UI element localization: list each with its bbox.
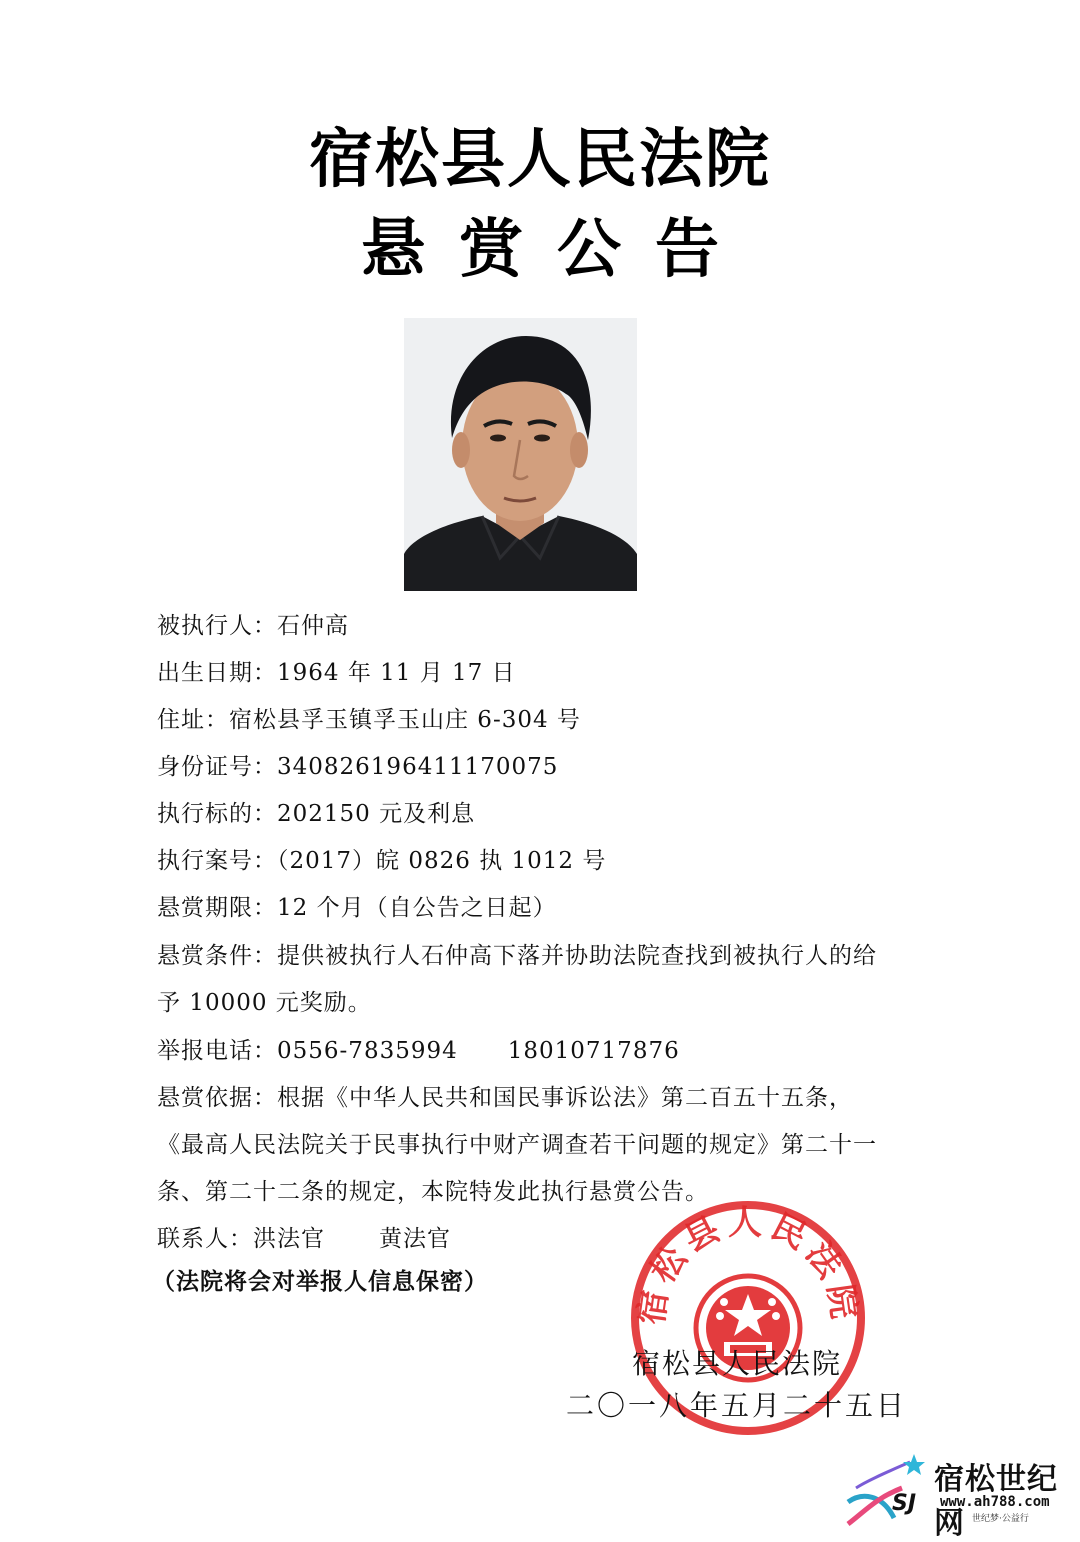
- address-line: [157, 701, 581, 734]
- case-number-line: [157, 842, 606, 875]
- notice-title: 悬赏公告: [361, 213, 753, 287]
- execution-subject-line: [157, 795, 475, 828]
- id-number-label: 身份证号：: [157, 754, 277, 780]
- execution-subject-label: 执行标的：: [157, 801, 277, 827]
- reward-basis-text-3: 条、第二十二条的规定，本院特发此执行悬赏公告。: [157, 1179, 709, 1205]
- report-phone-line: [157, 1032, 680, 1065]
- report-phone-2: 18010717876: [507, 1038, 680, 1064]
- seal-text: 宿松县人民法院: [631, 1202, 865, 1328]
- execution-subject-value: 202150 元及利息: [277, 801, 476, 827]
- birth-date-label: 出生日期：: [157, 660, 277, 686]
- reward-basis-label: 悬赏依据：: [157, 1085, 277, 1111]
- birth-date-value: 1964 年 11 月 17 日: [277, 660, 516, 686]
- watermark-slogan: 世纪梦·公益行: [972, 1514, 1029, 1524]
- reward-condition-line: [157, 937, 877, 970]
- contact-person-2: 黄法官: [379, 1226, 451, 1252]
- reward-period-value: 12 个月（自公告之日起）: [277, 895, 557, 921]
- address-value: 宿松县孚玉镇孚玉山庄 6-304 号: [229, 707, 581, 733]
- contact-person-1: 洪法官: [253, 1226, 325, 1252]
- contact-label: 联系人：: [157, 1226, 253, 1252]
- case-number-value: （2017）皖 0826 执 1012 号: [277, 848, 607, 874]
- watermark-url: www.ah788.com: [940, 1494, 1050, 1510]
- portrait-photo-icon: [404, 318, 637, 591]
- court-title: 宿松县人民法院: [309, 123, 771, 197]
- reward-basis-continuation-1: [157, 1126, 877, 1159]
- reward-basis-text-2: 《最高人民法院关于民事执行中财产调查若干问题的规定》第二十一: [157, 1132, 877, 1158]
- reward-basis-continuation-2: [157, 1173, 709, 1206]
- reward-basis-line: [157, 1079, 853, 1112]
- reward-period-label: 悬赏期限：: [157, 895, 277, 921]
- watermark-title: 宿松世纪网: [934, 1462, 1058, 1541]
- privacy-note: （法院将会对举报人信息保密）: [152, 1269, 488, 1295]
- id-number-line: [157, 748, 558, 781]
- executed-person-label: 被执行人：: [157, 613, 277, 639]
- reward-condition-text-2: 予 10000 元奖励。: [157, 990, 372, 1016]
- reward-condition-text-1: 提供被执行人石仲高下落并协助法院查找到被执行人的给: [277, 943, 877, 969]
- signature-date: 二〇一八年五月二十五日: [566, 1389, 908, 1422]
- reward-condition-label: 悬赏条件：: [157, 943, 277, 969]
- contact-line: [157, 1220, 451, 1253]
- svg-text:SJ: SJ: [892, 1491, 917, 1516]
- reward-condition-continuation: [157, 984, 372, 1017]
- birth-date-line: [157, 654, 516, 687]
- id-number-value: 340826196411170075: [277, 754, 559, 780]
- executed-person-line: [157, 607, 349, 640]
- case-number-label: 执行案号：: [157, 848, 277, 874]
- report-phone-label: 举报电话：: [157, 1038, 277, 1064]
- signature-court: 宿松县人民法院: [632, 1347, 843, 1380]
- reward-period-line: [157, 889, 557, 922]
- executed-person-name: 石仲高: [277, 613, 349, 639]
- reward-basis-text-1: 根据《中华人民共和国民事诉讼法》第二百五十五条，: [277, 1085, 853, 1111]
- address-label: 住址：: [157, 707, 229, 733]
- report-phone-1: 0556-7835994: [277, 1038, 458, 1064]
